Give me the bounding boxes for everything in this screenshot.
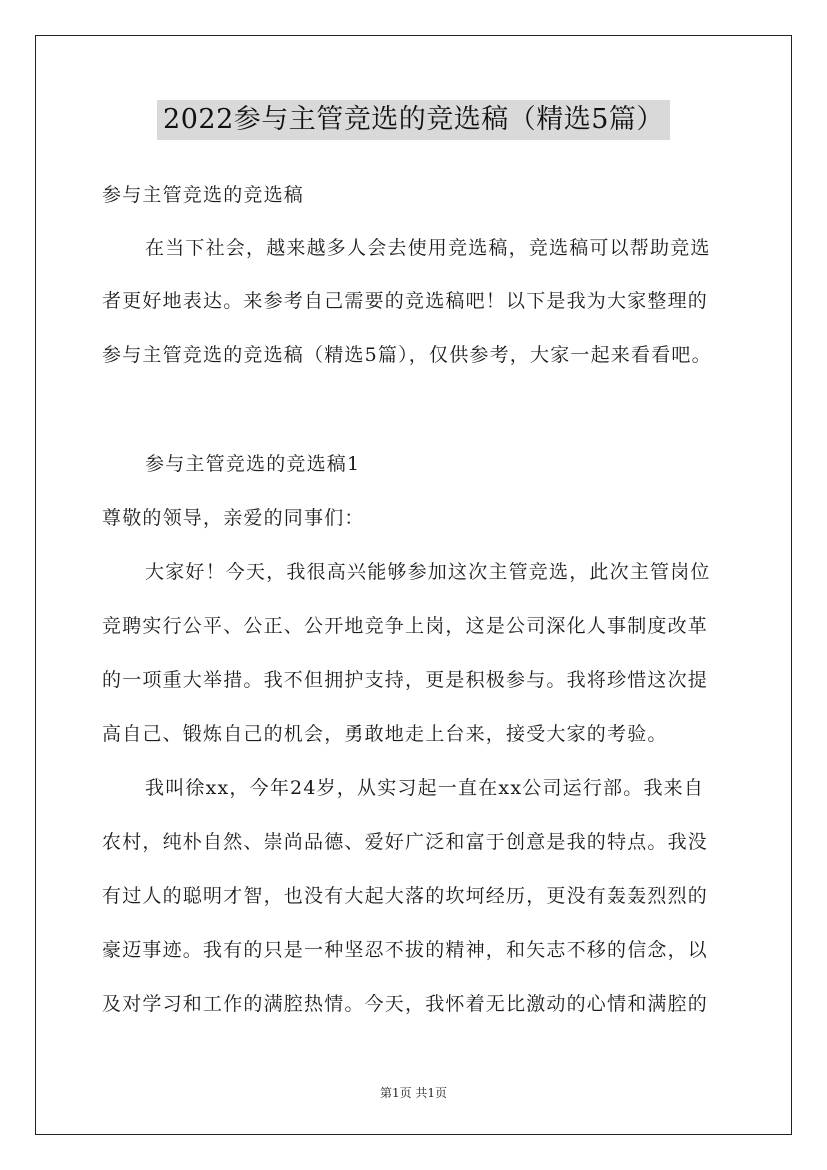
page-footer: 第1页 共1页 [379, 1086, 448, 1100]
document-title: 2022参与主管竞选的竞选稿（精选5篇） [157, 100, 670, 140]
para2-line-4: 豪迈事迹。我有的只是一种坚忍不拔的精神，和矢志不移的信念，以 [102, 939, 709, 961]
subtitle: 参与主管竞选的竞选稿 [102, 184, 305, 206]
intro-line-2: 者更好地表达。来参考自己需要的竞选稿吧！以下是我为大家整理的 [102, 290, 709, 312]
intro-line-1: 在当下社会，越来越多人会去使用竞选稿，竞选稿可以帮助竞选 [145, 237, 711, 259]
salutation: 尊敬的领导，亲爱的同事们： [102, 507, 365, 529]
para2-line-5: 及对学习和工作的满腔热情。今天，我怀着无比激动的心情和满腔的 [102, 993, 709, 1015]
para2-line-2: 农村，纯朴自然、崇尚品德、爱好广泛和富于创意是我的特点。我没 [102, 831, 709, 853]
section-heading: 参与主管竞选的竞选稿1 [145, 453, 361, 475]
para1-line-1: 大家好！今天，我很高兴能够参加这次主管竞选，此次主管岗位 [145, 561, 711, 583]
para2-line-1: 我叫徐xx，今年24岁，从实习起一直在xx公司运行部。我来自 [145, 777, 705, 799]
para1-line-3: 的一项重大举措。我不但拥护支持，更是积极参与。我将珍惜这次提 [102, 669, 709, 691]
para1-line-4: 高自己、锻炼自己的机会，勇敢地走上台来，接受大家的考验。 [102, 723, 668, 745]
para1-line-2: 竞聘实行公平、公正、公开地竞争上岗，这是公司深化人事制度改革 [102, 615, 709, 637]
title-container [0, 100, 827, 140]
para2-line-3: 有过人的聪明才智，也没有大起大落的坎坷经历，更没有轰轰烈烈的 [102, 885, 709, 907]
intro-line-3: 参与主管竞选的竞选稿（精选5篇），仅供参考，大家一起来看看吧。 [102, 344, 712, 366]
